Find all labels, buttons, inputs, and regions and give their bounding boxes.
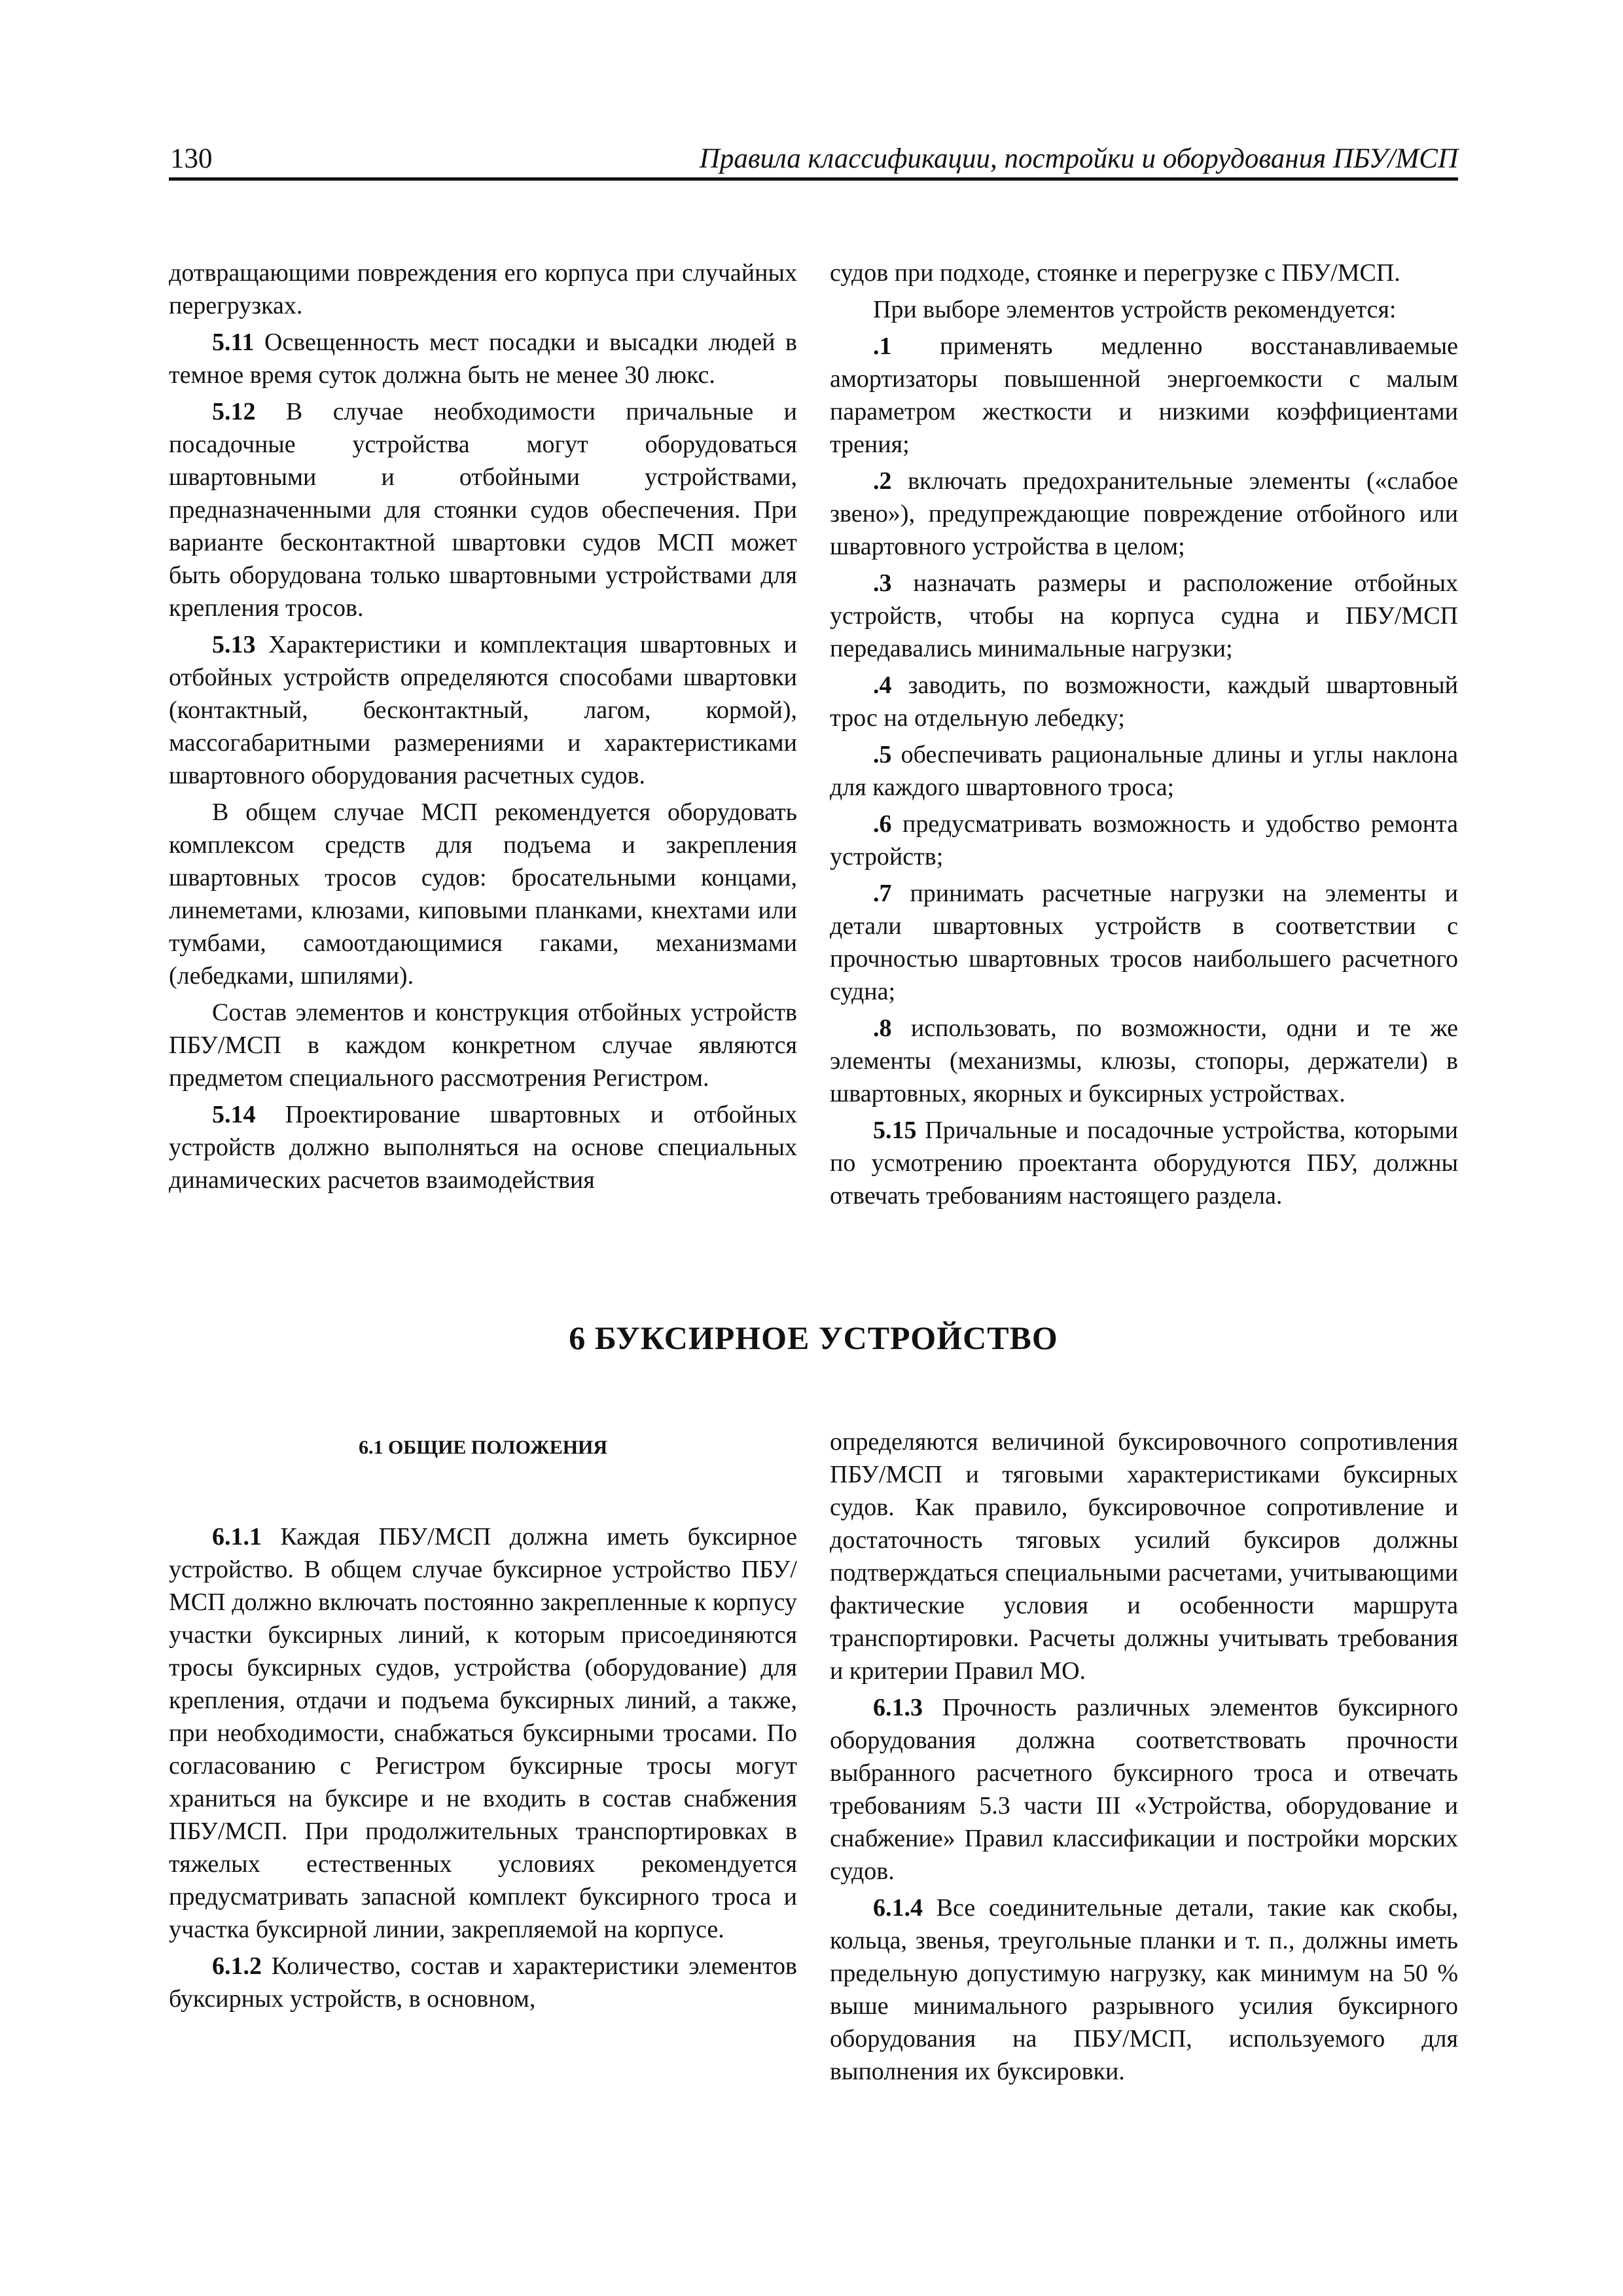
paragraph: Состав элементов и конструкция отбойных устройств ПБУ/МСП в каждом конкретном случае являются предметом специального рассмотрения Регистром. (169, 999, 797, 1092)
top-right-column (830, 257, 1458, 1216)
item-number: .3 (873, 569, 892, 597)
page-number: 130 (170, 143, 213, 174)
item-number: .4 (873, 672, 892, 699)
list-item (830, 567, 1458, 665)
bottom-left-column (169, 1520, 797, 2019)
clause-text: Количество, состав и характеристики элементов буксирных устройств, в основном, (169, 1952, 797, 2013)
clause-number: 6.1.4 (873, 1894, 923, 1922)
clause-text: Прочность различных элементов буксирного оборудования должна соответствовать прочности выбранного расчетного буксирного троса и отвечать требованиям 5.3 части III «Устройства, оборудование и снабжение» Правил классификации и постройки морских судов. (830, 1694, 1458, 1885)
paragraph: определяются величиной буксировочного сопротивления ПБУ/МСП и тяговыми характеристиками буксирных судов. Как правило, буксировочное сопротивление и достаточность тяговых усилий буксиров должны подтверждаться специальными расчетами, учитывающими фактические условия и особенности маршрута транспортировки. Расчеты должны учитывать требования и критерии Правил МО. (830, 1428, 1458, 1685)
clause-text: В случае необходимости причальные и посадочные устройства могут оборудоваться швартовными и отбойными устройствами, предназначенными для стоянки судов обеспечения. При варианте бесконтактной швартовки судов МСП может быть оборудована только швартовными устройствами для крепления тросов. (169, 398, 797, 622)
item-text: обеспечивать рациональные длины и углы наклона для каждого швартовного троса; (830, 741, 1458, 801)
clause-text: Характеристики и комплектация швартовных и отбойных устройств определяются способами швартовки (контактный, бесконтактный, лагом, кормой), массогабаритными размерениями и характеристиками швартовного оборудования расчетных судов. (169, 631, 797, 789)
item-number: .2 (873, 467, 892, 495)
list-item (830, 330, 1458, 461)
clause-number: 6.1.2 (212, 1952, 262, 1980)
paragraph-5-12 (169, 395, 797, 624)
item-text: заводить, по возможности, каждый швартовный трос на отдельную лебедку; (830, 672, 1458, 732)
clause-number: 5.14 (212, 1101, 256, 1128)
clause-number: 6.1.3 (873, 1694, 923, 1721)
clause-number: 5.11 (212, 329, 255, 356)
subsection-title: 6.1 ОБЩИЕ ПОЛОЖЕНИЯ (358, 1437, 608, 1458)
paragraph-6-1-4 (830, 1892, 1458, 2088)
item-text: использовать, по возможности, одни и те же элементы (механизмы, клюзы, стопоры, держатели) в швартовных, якорных и буксирных устройствах. (830, 1014, 1458, 1107)
header-rule (169, 177, 1458, 181)
item-number: .5 (873, 741, 892, 768)
paragraph: При выборе элементов устройств рекомендуется: (873, 296, 1397, 323)
page-header (169, 143, 1458, 177)
running-title: Правила классификации, постройки и оборудования ПБУ/МСП (699, 143, 1458, 174)
clause-text: Каждая ПБУ/МСП должна иметь буксирное устройство. В общем случае буксирное устройство ПБУ/МСП должно включать постоянно закрепленные к корпусу участки буксирных линий, к которым присоединяются тросы буксирных судов, устройства (оборудование) для крепления, отдачи и подъема буксирных линий, а также, при необходимости, снабжаться буксирными тросами. По согласованию с Регистром буксирные тросы могут храниться на буксире и не входить в состав снабжения ПБУ/МСП. При продолжительных транспортировках в тяжелых естественных условиях рекомендуется предусматривать запасной комплект буксирного троса и участка буксирной линии, закрепляемой на корпусе. (169, 1523, 797, 1943)
paragraph-5-13 (169, 628, 797, 792)
list-item (830, 1012, 1458, 1110)
clause-text: Причальные и посадочные устройства, которыми по усмотрению проектанта оборудуются ПБУ, должны отвечать требованиям настоящего раздела. (830, 1117, 1458, 1210)
paragraph-6-1-3 (830, 1691, 1458, 1888)
item-text: включать предохранительные элементы («слабое звено»), предупреждающие повреждение отбойного или швартовного устройства в целом; (830, 467, 1458, 560)
clause-number: 5.15 (873, 1117, 917, 1144)
paragraph-5-14 (169, 1098, 797, 1196)
clause-number: 5.12 (212, 398, 256, 425)
item-text: принимать расчетные нагрузки на элементы и детали швартовных устройств в соответствии с прочностью швартовных тросов наибольшего расчетного судна; (830, 880, 1458, 1005)
paragraph-5-15 (830, 1114, 1458, 1212)
item-number: .6 (873, 810, 892, 838)
item-number: .7 (873, 880, 892, 907)
list-item (830, 465, 1458, 563)
item-number: .1 (873, 332, 892, 360)
clause-number: 5.13 (212, 631, 256, 658)
item-text: назначать размеры и расположение отбойных устройств, чтобы на корпуса судна и ПБУ/МСП передавались минимальные нагрузки; (830, 569, 1458, 662)
paragraph: дотвращающими повреждения его корпуса при случайных перегрузках. (169, 259, 797, 319)
clause-number: 6.1.1 (212, 1523, 262, 1551)
paragraph-6-1-2 (169, 1950, 797, 2015)
clause-text: Все соединительные детали, такие как скобы, кольца, звенья, треугольные планки и т. п., должны иметь предельную допустимую нагрузку, как минимум на 50 % выше минимального разрывного усилия буксирного оборудования на ПБУ/МСП, используемого для выполнения их буксировки. (830, 1894, 1458, 2085)
list-item (830, 738, 1458, 804)
item-text: предусматривать возможность и удобство ремонта устройств; (830, 810, 1458, 870)
paragraph: судов при подходе, стоянке и перегрузке с ПБУ/МСП. (830, 259, 1400, 287)
list-item (830, 877, 1458, 1008)
section-title: 6 БУКСИРНОЕ УСТРОЙСТВО (569, 1319, 1058, 1356)
clause-text: Проектирование швартовных и отбойных устройств должно выполняться на основе специальных динамических расчетов взаимодействия (169, 1101, 797, 1194)
paragraph-5-11 (169, 326, 797, 391)
list-item (830, 669, 1458, 734)
item-text: применять медленно восстанавливаемые амортизаторы повышенной энергоемкости с малым параметром жесткости и низкими коэффициентами трения; (830, 332, 1458, 458)
paragraph: В общем случае МСП рекомендуется оборудовать комплексом средств для подъема и закрепления швартовных тросов судов: бросательными концами, линеметами, клюзами, киповыми планками, кнехтами или тумбами, самоотдающимися гаками, механизмами (лебедками, шпилями). (169, 798, 797, 990)
clause-text: Освещенность мест посадки и высадки людей в темное время суток должна быть не менее 30 люкс. (169, 329, 797, 389)
bottom-right-column (830, 1426, 1458, 2092)
top-left-column (169, 257, 797, 1200)
paragraph-6-1-1 (169, 1520, 797, 1946)
item-number: .8 (873, 1014, 892, 1042)
list-item (830, 808, 1458, 873)
